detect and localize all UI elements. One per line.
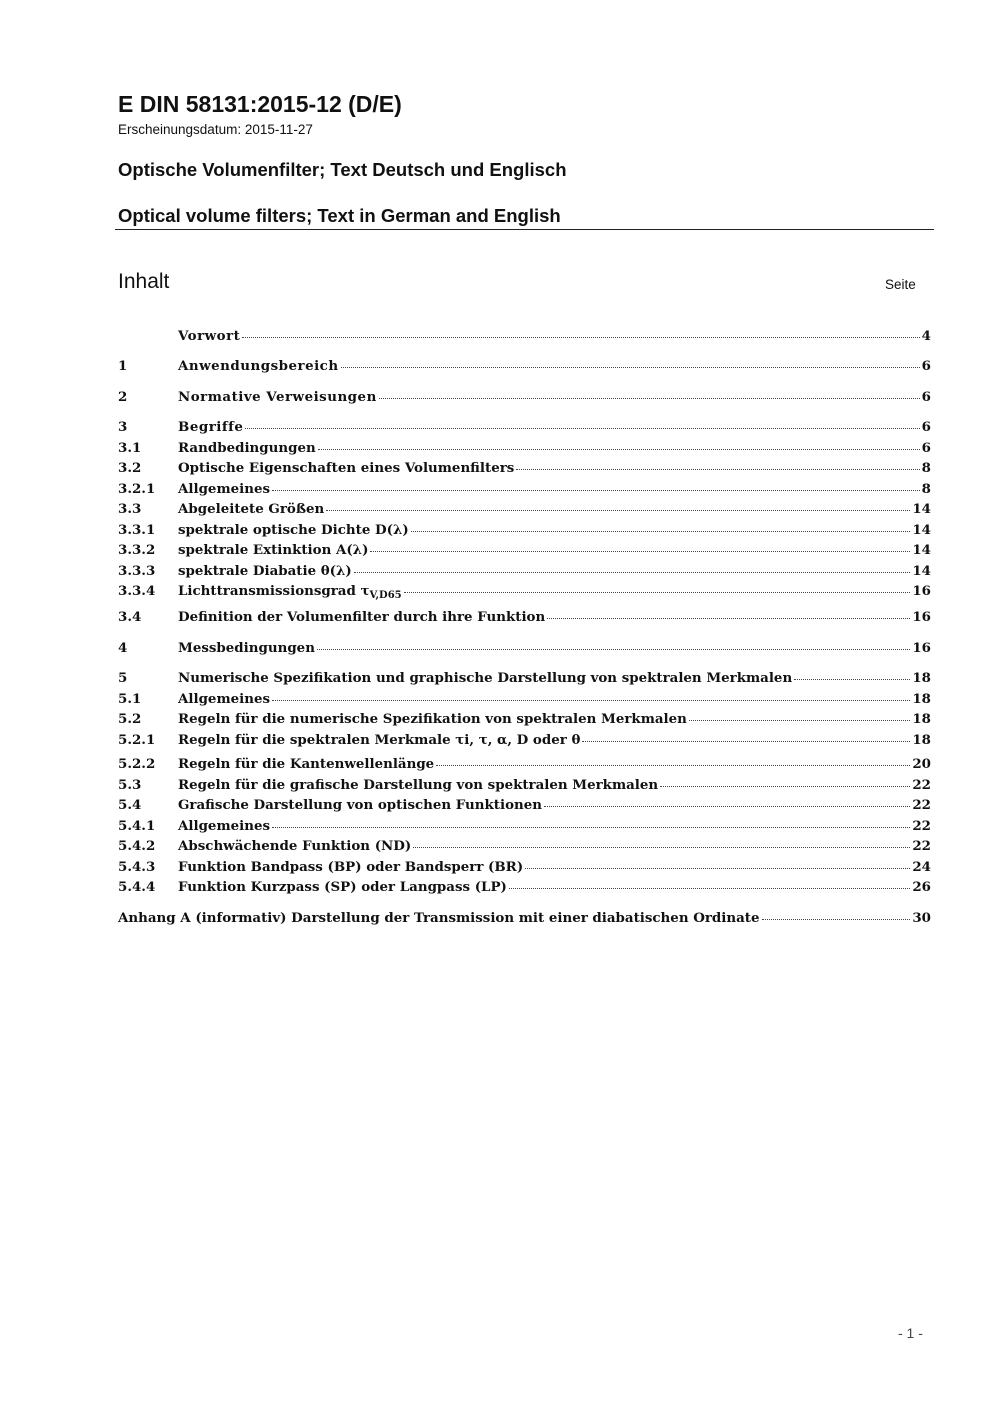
toc-entry-label: Messbedingungen [178,640,315,656]
toc-entry[interactable] [118,668,931,688]
toc-entry-page: 22 [912,838,931,854]
toc-entry[interactable] [118,387,931,407]
toc-entry-page: 6 [921,419,931,435]
toc-entry-number: 5.2.2 [118,756,156,772]
toc-entry-page: 16 [912,583,931,599]
toc-entry[interactable] [118,581,931,601]
leader-dots [370,540,910,552]
page-number: - 1 - [898,1325,923,1341]
toc-entry-number: 5.2.1 [118,732,156,748]
toc-entry-label: Funktion Bandpass (BP) oder Bandsperr (BR) [178,859,524,875]
toc-entry-number: 5.2 [118,711,142,727]
toc-entry-label: Regeln für die spektralen Merkmale τi, τ, α, D oder θ [178,732,581,748]
title-english: Optical volume filters; Text in German and English [118,205,561,226]
toc-entry-page: 16 [912,640,931,656]
toc-entry-page: 30 [912,910,931,926]
toc-entry-number: 3.2.1 [118,481,156,497]
toc-entry-label: Regeln für die grafische Darstellung von spektralen Merkmalen [178,777,659,793]
toc-entry-label-subscript: V,D65 [369,590,402,601]
toc-entry-page: 22 [912,777,931,793]
leader-dots [245,417,919,429]
toc-entry-number: 3.3 [118,501,142,517]
toc-entry-number: 1 [118,358,128,374]
toc-entry[interactable] [118,836,931,856]
toc-entry-label: Allgemeines [178,691,271,707]
leader-dots [436,754,910,766]
toc-entry[interactable] [118,857,931,877]
leader-dots [272,479,920,491]
toc-entry[interactable] [118,458,931,478]
toc-entry-number: 3.4 [118,609,142,625]
toc-entry[interactable] [118,816,931,836]
toc-entry-page: 14 [912,542,931,558]
toc-heading: Inhalt [118,270,170,293]
toc-entry-number: 5.4.3 [118,859,156,875]
leader-dots [379,387,920,399]
toc-entry-number: 4 [118,640,128,656]
toc-entry[interactable] [118,908,931,928]
toc-entry-page: 6 [921,389,931,405]
leader-dots [516,458,919,470]
toc-entry-label-text: Lichttransmissionsgrad τ [178,583,370,599]
toc-entry-page: 26 [912,879,931,895]
leader-dots [242,326,919,338]
toc-entry-number: 5.4.2 [118,838,156,854]
toc-page-column-label: Seite [885,277,916,292]
leader-dots [413,836,910,848]
toc-entry[interactable] [118,520,931,540]
publication-date: Erscheinungsdatum: 2015-11-27 [118,122,313,137]
leader-dots [794,668,910,680]
toc-entry[interactable] [118,775,931,795]
leader-dots [354,561,911,573]
toc-entry-label: Grafische Darstellung von optischen Funktionen [178,797,543,813]
leader-dots [272,816,910,828]
toc-entry-number: 3.3.4 [118,583,156,599]
toc-entry-page: 8 [921,481,931,497]
leader-dots [762,908,911,920]
toc-entry-label: Abgeleitete Größen [178,501,325,517]
toc-entry-page: 14 [912,501,931,517]
toc-entry-page: 6 [921,440,931,456]
document-id: E DIN 58131:2015-12 (D/E) [118,91,402,117]
toc-entry-page: 18 [912,711,931,727]
toc-entry-label: spektrale Extinktion A(λ) [178,542,369,558]
toc-entry-label: Allgemeines [178,481,271,497]
toc-entry[interactable] [118,877,931,897]
toc-entry[interactable] [118,561,931,581]
toc-entry-label: Numerische Spezifikation und graphische Darstellung von spektralen Merkmalen [178,670,793,686]
toc-entry-label: Allgemeines [178,818,271,834]
leader-dots [660,775,910,787]
toc-entry-number: 3.3.3 [118,563,156,579]
toc-entry-label: Funktion Kurzpass (SP) oder Langpass (LP) [178,879,507,895]
toc-entry[interactable] [118,795,931,815]
toc-entry-number: 5.3 [118,777,142,793]
toc-entry-label: Anhang A (informativ) Darstellung der Transmission mit einer diabatischen Ordinate [118,910,760,926]
toc-entry-label: Begriffe [178,419,244,435]
leader-dots [411,520,911,532]
toc-entry[interactable] [118,499,931,519]
toc-entry[interactable] [118,540,931,560]
toc-entry-page: 22 [912,818,931,834]
leader-dots [341,356,920,368]
toc-entry-label: Normative Verweisungen [178,389,377,405]
toc-entry-label: Regeln für die Kantenwellenlänge [178,756,435,772]
toc-entry[interactable] [118,607,931,627]
toc-entry-label: Abschwächende Funktion (ND) [178,838,412,854]
toc-entry[interactable] [118,417,931,437]
title-divider [115,229,934,230]
toc-entry-page: 14 [912,563,931,579]
leader-dots [509,877,910,889]
toc-entry-page: 18 [912,670,931,686]
toc-entry-page: 24 [912,859,931,875]
leader-dots [272,689,910,701]
toc-entry-page: 6 [921,358,931,374]
toc-entry-label: Randbedingungen [178,440,316,456]
toc-entry[interactable] [118,479,931,499]
toc-entry-label: spektrale Diabatie θ(λ) [178,563,352,579]
toc-entry-page: 22 [912,797,931,813]
toc-entry-page: 4 [921,328,931,344]
toc-entry[interactable] [118,326,931,346]
title-german: Optische Volumenfilter; Text Deutsch und Englisch [118,159,567,180]
toc-entry-page: 16 [912,609,931,625]
toc-entry-number: 3.3.1 [118,522,156,538]
toc-entry-number: 3.3.2 [118,542,156,558]
toc-entry-number: 3.1 [118,440,142,456]
toc-entry-page: 20 [912,756,931,772]
toc-entry-number: 5.4.1 [118,818,156,834]
leader-dots [318,438,920,450]
toc-entry-page: 8 [921,460,931,476]
toc-entry-page: 14 [912,522,931,538]
toc-entry-label: Definition der Volumenfilter durch ihre Funktion [178,609,546,625]
toc-entry-number: 5 [118,670,128,686]
toc-entry[interactable] [118,730,931,750]
toc-entry-number: 3.2 [118,460,142,476]
leader-dots [525,857,910,869]
toc-entry[interactable] [118,438,931,458]
toc-entry-label: Regeln für die numerische Spezifikation von spektralen Merkmalen [178,711,687,727]
leader-dots [404,581,911,593]
toc-entry-label [178,581,402,606]
leader-dots [544,795,910,807]
toc-entry-number: 2 [118,389,128,405]
leader-dots [326,499,910,511]
toc-entry[interactable] [118,638,931,658]
toc-entry-number: 5.4 [118,797,142,813]
toc-entry-page: 18 [912,732,931,748]
toc-entry[interactable] [118,754,931,774]
leader-dots [547,607,910,619]
leader-dots [317,638,910,650]
leader-dots [689,709,910,721]
toc-entry-label: Vorwort [178,328,241,344]
toc-entry-number: 5.1 [118,691,142,707]
toc-entry[interactable] [118,709,931,729]
toc-entry-label: spektrale optische Dichte D(λ) [178,522,409,538]
toc-entry-label: Anwendungsbereich [178,358,339,374]
toc-entry-number: 5.4.4 [118,879,156,895]
leader-dots [582,730,910,742]
toc-entry-number: 3 [118,419,128,435]
toc-entry-page: 18 [912,691,931,707]
toc-entry[interactable] [118,689,931,709]
toc-entry-label: Optische Eigenschaften eines Volumenfilters [178,460,515,476]
toc-entry[interactable] [118,356,931,376]
